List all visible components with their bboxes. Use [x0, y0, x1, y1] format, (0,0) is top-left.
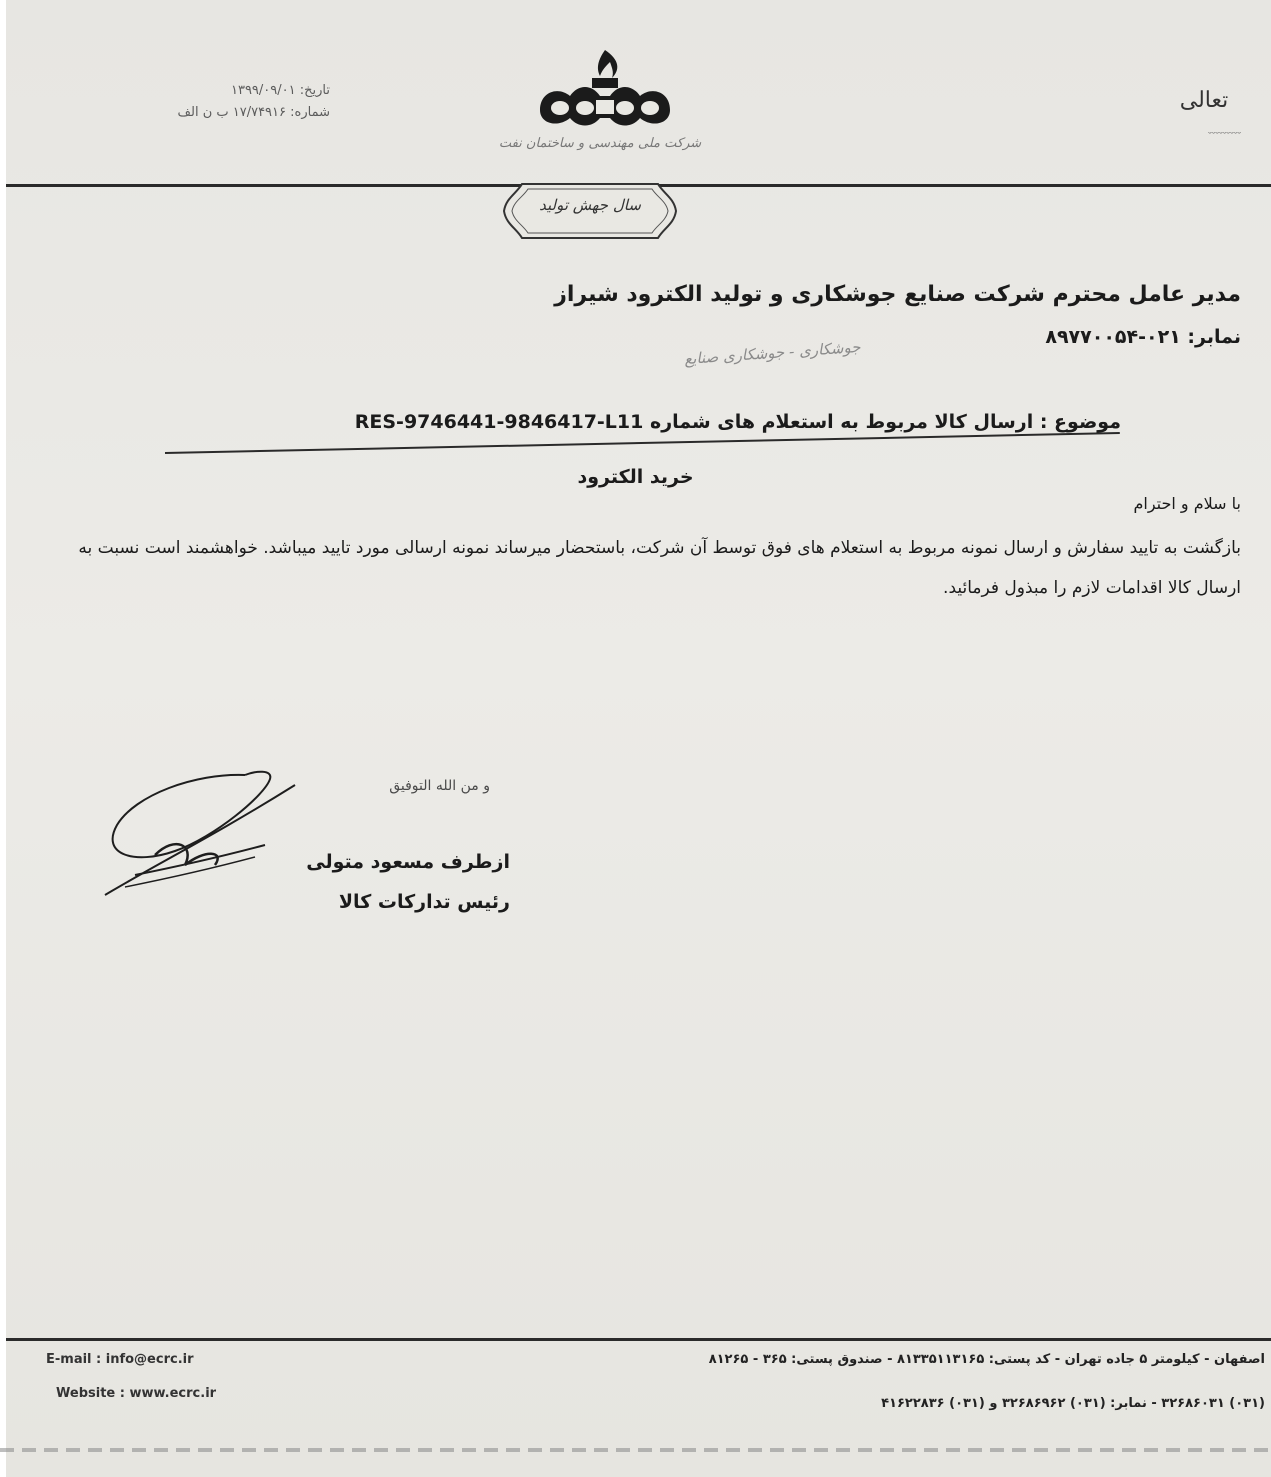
body-paragraph: بازگشت به تایید سفارش و ارسال نمونه مربوط به استعلام های فوق توسط آن شرکت، باستحضار میرساند نمونه ارسالی مورد تایید میباشد. خواهشمند است نسبت به ارسال کالا اقدامات لازم را مبذول فرمائید.: [78, 538, 1241, 598]
footer-website: Website : www.ecrc.ir: [56, 1386, 217, 1401]
footer-dashes: [0, 1448, 1271, 1452]
letter-meta: [90, 80, 330, 124]
footer-phones: (۰۳۱) ۳۲۶۸۶۰۳۱ - نمابر: (۰۳۱) ۳۲۶۸۶۹۶۲ و (۰۳۱) ۴۱۶۲۲۸۳۶: [881, 1396, 1265, 1411]
page-edge: [0, 0, 6, 1477]
footer-divider: [6, 1338, 1271, 1341]
subject-line: موضوع : ارسال کالا مربوط به استعلام های شماره RES-9746441-9846417-L11: [354, 411, 1121, 433]
recipient-title: مدیر عامل محترم شرکت صنایع جوشکاری و تولید الکترود شیراز: [554, 282, 1241, 307]
handwritten-note: جوشکاری - جوشکاری صنایع: [684, 337, 862, 369]
signer-name: ازطرف مسعود متولی: [306, 851, 510, 873]
signer-block: [270, 842, 510, 922]
bismillah-underline: ﹏﹏﹏: [1208, 122, 1241, 135]
letter-date: تاریخ: ۱۳۹۹/۰۹/۰۱: [230, 83, 330, 98]
signer-role: رئیس تدارکات کالا: [338, 891, 510, 913]
footer-address: اصفهان - کیلومتر ۵ جاده تهران - کد پستی: ۸۱۳۳۵۱۱۳۱۶۵ - صندوق پستی: ۳۶۵ - ۸۱۲۶۵: [708, 1352, 1265, 1367]
logo-subtitle: شرکت ملی مهندسی و ساختمان نفت: [498, 136, 702, 151]
recipient-fax: نمابر: ۰۲۱-۸۹۷۷۰۰۵۴: [1045, 326, 1241, 348]
letter-number: شماره: ۱۷/۷۴۹۱۶ ب ن الف: [177, 105, 330, 120]
company-logo-icon: [530, 40, 680, 130]
year-slogan: سال جهش تولید: [539, 196, 641, 214]
closing-phrase: و من الله التوفیق: [389, 778, 490, 794]
subject-secondary: خرید الکترود: [577, 466, 694, 488]
greeting: با سلام و احترام: [1133, 494, 1241, 513]
bismillah-text: تعالی: [1179, 88, 1229, 113]
footer-email: E-mail : info@ecrc.ir: [46, 1352, 194, 1367]
